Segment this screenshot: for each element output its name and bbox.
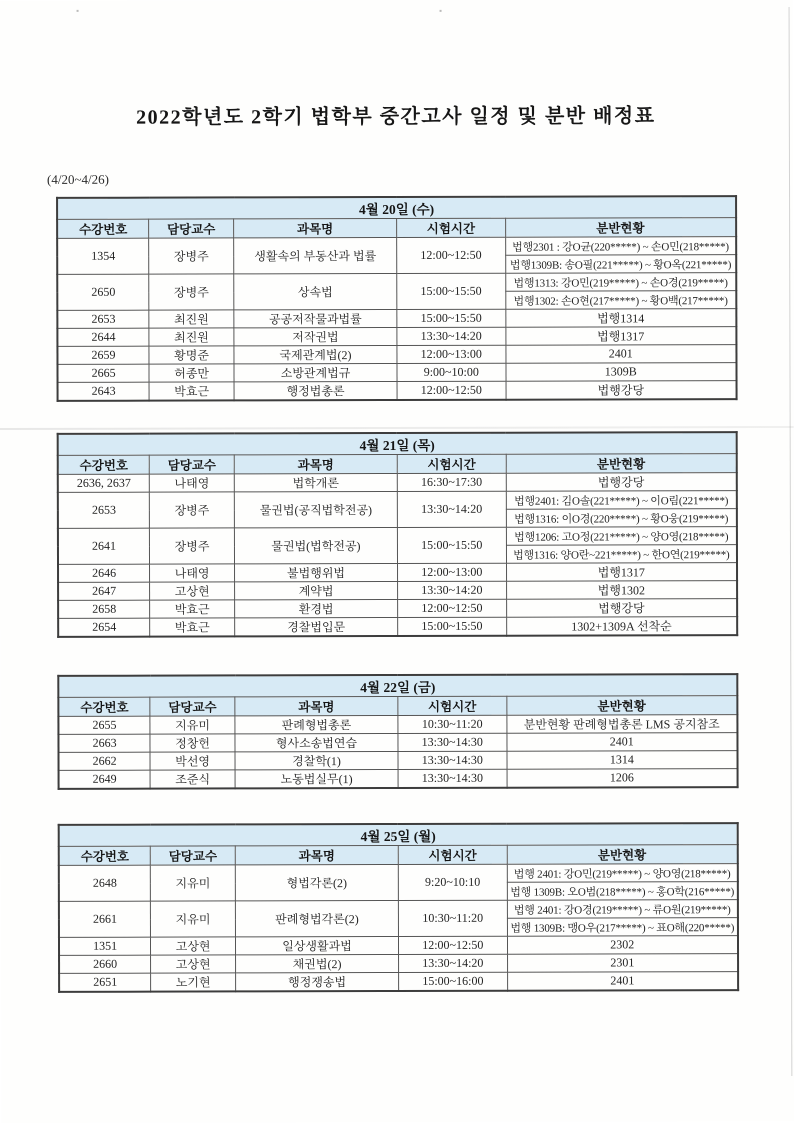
cell-room-assignment: 법행2401: 김O솔(221*****) ~ 이O림(221*****) <box>506 491 737 510</box>
cell-subject: 불법행위법 <box>235 563 398 581</box>
cell-exam-time: 15:00~15:50 <box>397 527 506 563</box>
cell-room-assignment: 2301 <box>507 954 738 973</box>
cell-course-no: 2648 <box>59 865 151 901</box>
table-date-label: 4월 21일 (목) <box>58 432 737 455</box>
cell-course-no: 2644 <box>57 328 149 346</box>
cell-room-assignment: 법행강당 <box>506 473 737 492</box>
scan-speck <box>77 10 79 12</box>
table-date-label: 4월 22일 (금) <box>58 674 737 697</box>
tables-container <box>56 195 739 993</box>
cell-room-assignment: 2401 <box>507 972 738 991</box>
cell-subject: 노동법실무(1) <box>235 769 398 788</box>
cell-room-assignment: 법행1317 <box>506 563 737 582</box>
table-row <box>57 309 736 329</box>
cell-professor: 박효근 <box>150 600 235 618</box>
table-date-row <box>58 432 737 455</box>
cell-exam-time: 15:00~16:00 <box>399 972 508 991</box>
cell-room-assignment: 2302 <box>507 936 738 955</box>
table-gap <box>57 400 738 433</box>
cell-room-assignment: 법행1302: 손O현(217*****) ~ 황O백(217*****) <box>505 291 736 310</box>
column-header: 시험시간 <box>398 845 507 864</box>
table-row <box>57 237 736 257</box>
cell-professor: 조준식 <box>150 770 235 789</box>
cell-room-assignment: 법행1206: 고O정(221*****) ~ 양O영(218*****) <box>506 527 737 546</box>
cell-professor: 허종만 <box>149 364 234 382</box>
table-row <box>58 491 737 511</box>
cell-subject: 일상생활과법 <box>236 936 399 954</box>
cell-professor: 지유미 <box>151 901 236 937</box>
cell-course-no: 2660 <box>59 955 151 973</box>
cell-subject: 환경법 <box>235 599 398 617</box>
cell-course-no: 2647 <box>58 582 150 600</box>
table-row <box>59 769 738 789</box>
cell-exam-time: 13:30~14:20 <box>397 327 506 345</box>
cell-professor: 최진원 <box>149 310 234 328</box>
cell-professor: 황명준 <box>149 346 234 364</box>
cell-subject: 소방관계법규 <box>234 363 397 381</box>
cell-room-assignment: 법행 1309B: 오O범(218*****) ~ 홍O학(216*****) <box>507 882 738 901</box>
column-header: 담당교수 <box>149 455 234 474</box>
cell-exam-time: 13:30~14:20 <box>397 491 506 527</box>
table-header-row <box>58 454 737 475</box>
cell-room-assignment: 법행1313: 강O민(219*****) ~ 손O경(219*****) <box>505 273 736 292</box>
column-header: 과목명 <box>234 454 397 473</box>
cell-room-assignment: 법행강당 <box>506 381 737 400</box>
cell-room-assignment: 1206 <box>507 769 738 788</box>
cell-course-no: 2662 <box>58 752 150 770</box>
cell-room-assignment: 법행2301 : 강O균(220*****) ~ 손O민(218*****) <box>505 237 736 256</box>
table-row <box>58 581 737 601</box>
cell-course-no: 2636, 2637 <box>58 474 150 492</box>
exam-table-2 <box>57 431 739 638</box>
cell-subject: 상속법 <box>234 273 397 309</box>
cell-subject: 채권법(2) <box>236 954 399 972</box>
cell-professor: 나태영 <box>149 474 234 492</box>
column-header: 담당교수 <box>150 846 235 865</box>
table-row <box>59 900 738 920</box>
cell-exam-time: 9:00~10:00 <box>397 363 506 381</box>
cell-course-no: 2643 <box>58 382 150 401</box>
cell-course-no: 2649 <box>59 770 151 789</box>
cell-professor: 지유미 <box>150 865 235 901</box>
cell-professor: 정창헌 <box>150 734 235 752</box>
cell-course-no: 2653 <box>58 492 150 528</box>
table-row <box>59 864 738 884</box>
column-header: 분반현황 <box>506 696 737 716</box>
column-header: 담당교수 <box>150 697 235 716</box>
scan-edge-artifact <box>789 7 793 1076</box>
cell-course-no: 2653 <box>57 310 149 328</box>
cell-professor: 장병주 <box>149 492 234 528</box>
cell-professor: 지유미 <box>150 716 235 734</box>
cell-room-assignment: 법행 2401: 강O민(219*****) ~ 양O영(218*****) <box>507 864 738 883</box>
cell-course-no: 2654 <box>58 618 150 637</box>
cell-room-assignment: 2401 <box>506 345 737 364</box>
table-gap <box>58 788 739 824</box>
table-row <box>58 715 737 735</box>
column-header: 분반현황 <box>505 218 736 238</box>
cell-course-no: 2655 <box>58 716 150 734</box>
cell-subject: 경찰학(1) <box>235 751 398 769</box>
cell-professor: 장병주 <box>149 274 234 310</box>
table-date-row <box>59 823 738 846</box>
column-header: 수강번호 <box>58 455 150 474</box>
table-row <box>58 599 737 619</box>
cell-subject: 물권법(법학전공) <box>234 527 397 563</box>
cell-exam-time: 9:20~10:10 <box>398 864 507 900</box>
cell-exam-time: 15:00~15:50 <box>397 309 506 327</box>
column-header: 과목명 <box>235 696 398 715</box>
cell-exam-time: 15:00~15:50 <box>398 617 507 636</box>
column-header: 과목명 <box>234 218 397 237</box>
cell-subject: 형사소송법연습 <box>235 733 398 751</box>
cell-exam-time: 12:00~12:50 <box>398 936 507 954</box>
table-row <box>58 751 737 771</box>
cell-room-assignment: 법행1316: 양O란~221*****) ~ 한O연(219*****) <box>506 545 737 564</box>
cell-exam-time: 13:30~14:20 <box>399 954 508 972</box>
cell-subject: 저작권법 <box>234 327 397 345</box>
cell-course-no: 2658 <box>58 600 150 618</box>
page-title: 2022학년도 2학기 법학부 중간고사 일정 및 분반 배정표 <box>136 105 656 129</box>
table-row <box>57 273 736 293</box>
cell-exam-time: 13:30~14:30 <box>398 769 507 788</box>
table-date-label: 4월 20일 (수) <box>57 196 736 219</box>
exam-table-3 <box>57 673 738 790</box>
cell-subject: 물권법(공직법학전공) <box>234 491 397 527</box>
table-header-row <box>59 845 738 866</box>
table-row <box>58 733 737 753</box>
cell-room-assignment: 법행 2401: 강O경(219*****) ~ 류O원(219*****) <box>507 900 738 919</box>
table-row <box>59 972 738 992</box>
cell-exam-time: 12:00~13:00 <box>397 345 506 363</box>
cell-subject: 행정법총론 <box>234 381 397 400</box>
column-header: 수강번호 <box>58 697 150 716</box>
cell-exam-time: 12:00~12:50 <box>397 381 506 400</box>
cell-exam-time: 10:30~11:20 <box>398 900 507 936</box>
cell-room-assignment: 분반현황 판례형법총론 LMS 공지참조 <box>507 715 738 734</box>
table-date-label: 4월 25일 (월) <box>59 823 738 846</box>
cell-exam-time: 13:30~14:30 <box>398 733 507 751</box>
column-header: 시험시간 <box>398 696 507 715</box>
cell-course-no: 2651 <box>59 973 151 992</box>
cell-course-no: 2659 <box>57 346 149 364</box>
exam-table-4 <box>58 822 739 993</box>
cell-subject: 계약법 <box>235 581 398 599</box>
cell-course-no: 2665 <box>57 364 149 382</box>
cell-professor: 최진원 <box>149 328 234 346</box>
table-row <box>57 345 736 365</box>
cell-professor: 나태영 <box>150 564 235 582</box>
table-row <box>58 617 737 637</box>
cell-subject: 생활속의 부동산과 법률 <box>234 237 397 273</box>
cell-exam-time: 12:00~13:00 <box>397 563 506 581</box>
cell-exam-time: 13:30~14:20 <box>398 581 507 599</box>
cell-course-no: 2641 <box>58 528 150 564</box>
cell-subject: 판례형법각론(2) <box>235 900 398 936</box>
table-row <box>57 327 736 347</box>
cell-professor: 고상현 <box>151 955 236 973</box>
cell-professor: 장병주 <box>149 238 234 274</box>
cell-subject: 법학개론 <box>234 473 397 491</box>
cell-room-assignment: 1309B <box>506 363 737 382</box>
table-header-row <box>57 218 736 239</box>
table-row <box>59 954 738 974</box>
column-header: 수강번호 <box>57 219 149 238</box>
cell-room-assignment: 법행강당 <box>506 599 737 618</box>
date-range-label: (4/20~4/26) <box>46 171 109 187</box>
cell-room-assignment: 법행1317 <box>505 327 736 346</box>
cell-course-no: 2663 <box>58 734 150 752</box>
table-row <box>58 527 737 547</box>
cell-course-no: 2650 <box>57 274 149 310</box>
cell-exam-time: 13:30~14:30 <box>398 751 507 769</box>
cell-course-no: 2646 <box>58 564 150 582</box>
cell-subject: 형법각론(2) <box>235 864 398 900</box>
cell-exam-time: 16:30~17:30 <box>397 473 506 491</box>
cell-subject: 공공저작물과법률 <box>234 309 397 327</box>
table-date-row <box>57 196 736 219</box>
table-gap <box>57 636 738 675</box>
cell-professor: 박효근 <box>149 382 234 401</box>
cell-room-assignment: 법행1316: 이O경(220*****) ~ 황O웅(219*****) <box>506 509 737 528</box>
cell-exam-time: 12:00~12:50 <box>398 599 507 617</box>
cell-room-assignment: 법행1309B: 송O필(221*****) ~ 황O옥(221*****) <box>505 255 736 274</box>
table-row <box>58 381 737 401</box>
cell-subject: 행정쟁송법 <box>236 972 399 991</box>
column-header: 시험시간 <box>397 218 506 237</box>
scan-speck <box>440 10 442 12</box>
column-header: 분반현황 <box>507 845 738 865</box>
cell-room-assignment: 2401 <box>507 733 738 752</box>
cell-exam-time: 15:00~15:50 <box>397 273 506 309</box>
cell-professor: 박효근 <box>150 618 235 637</box>
cell-professor: 고상현 <box>150 582 235 600</box>
exam-table-1 <box>56 195 738 402</box>
cell-professor: 장병주 <box>150 528 235 564</box>
cell-room-assignment: 1314 <box>507 751 738 770</box>
cell-course-no: 1354 <box>57 238 149 274</box>
cell-course-no: 1351 <box>59 937 151 955</box>
column-header: 시험시간 <box>397 454 506 473</box>
cell-subject: 경찰법입문 <box>235 617 398 636</box>
table-row <box>57 363 736 383</box>
column-header: 분반현황 <box>506 454 737 474</box>
table-row <box>59 936 738 956</box>
cell-room-assignment: 1302+1309A 선착순 <box>506 617 737 636</box>
cell-room-assignment: 법행 1309B: 맹O우(217*****) ~ 표O해(220*****) <box>507 918 738 937</box>
cell-room-assignment: 법행1314 <box>505 309 736 328</box>
cell-exam-time: 10:30~11:20 <box>398 715 507 733</box>
cell-course-no: 2661 <box>59 901 151 937</box>
cell-exam-time: 12:00~12:50 <box>397 237 506 273</box>
column-header: 과목명 <box>235 845 398 864</box>
table-header-row <box>58 696 737 717</box>
table-row <box>58 473 737 493</box>
table-row <box>58 563 737 583</box>
column-header: 담당교수 <box>149 219 234 238</box>
cell-room-assignment: 법행1302 <box>506 581 737 600</box>
cell-professor: 박선영 <box>150 752 235 770</box>
table-date-row <box>58 674 737 697</box>
cell-professor: 고상현 <box>151 937 236 955</box>
cell-subject: 판례형법총론 <box>235 715 398 733</box>
column-header: 수강번호 <box>59 846 151 865</box>
cell-subject: 국제관계법(2) <box>234 345 397 363</box>
cell-professor: 노기현 <box>151 973 236 992</box>
